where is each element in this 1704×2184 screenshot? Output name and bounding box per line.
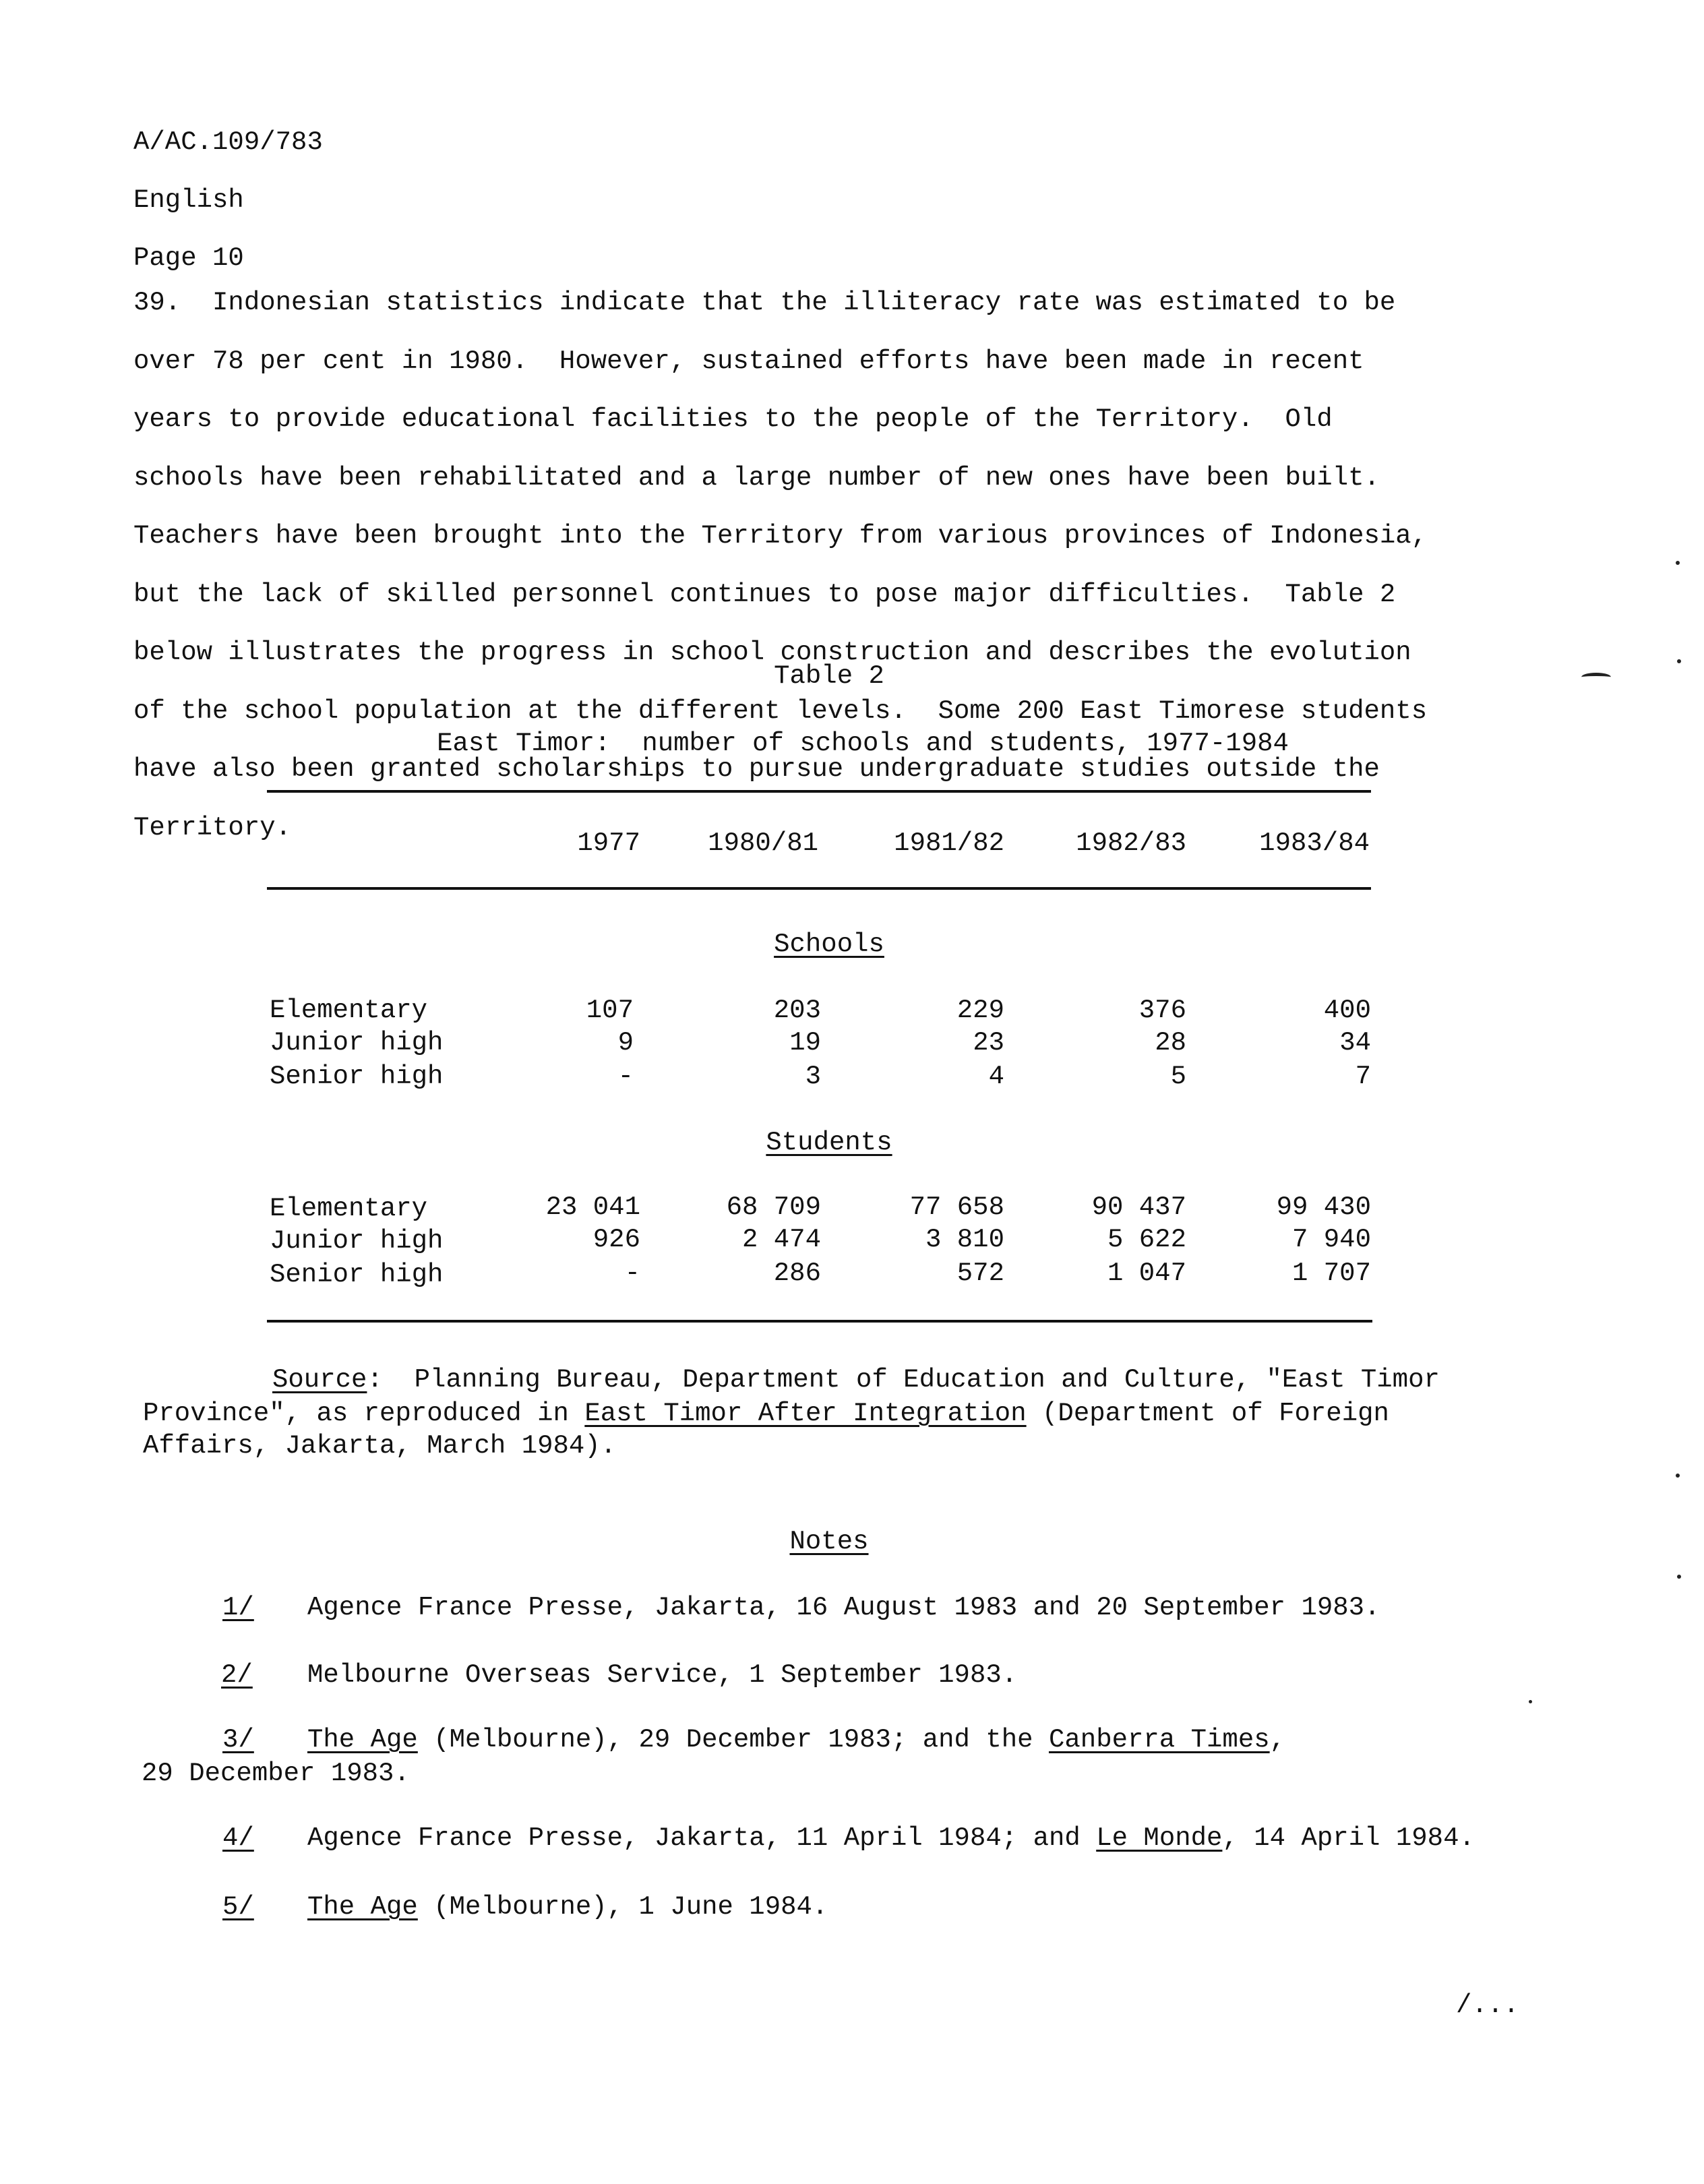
table-cell: 4 bbox=[988, 1062, 1004, 1091]
table-cell: 400 bbox=[1323, 996, 1371, 1025]
table-cell: 19 bbox=[789, 1028, 821, 1058]
table-cell: 107 bbox=[586, 996, 634, 1025]
table-top-rule bbox=[267, 790, 1371, 793]
table-cell: 23 041 bbox=[545, 1192, 640, 1222]
column-header: 1977 bbox=[577, 828, 640, 858]
source-text: : Planning Bureau, Department of Education and Culture, "East Timor bbox=[367, 1365, 1440, 1395]
paragraph-line: schools have been rehabilitated and a large number of new ones have been built. bbox=[133, 462, 1380, 493]
column-header: 1983/84 bbox=[1259, 828, 1370, 858]
table-cell: 376 bbox=[1138, 996, 1186, 1025]
table-cell: 23 bbox=[973, 1028, 1004, 1058]
publication-title: Canberra Times bbox=[1048, 1725, 1270, 1755]
section-heading-students: Students bbox=[766, 1128, 892, 1157]
table-title: East Timor: number of schools and students, 1977-1984 bbox=[437, 729, 1289, 758]
note-marker: 5/ bbox=[222, 1892, 254, 1922]
source-text: (Department of Foreign bbox=[1026, 1399, 1389, 1428]
table-header-rule bbox=[267, 887, 1371, 890]
table-cell: 286 bbox=[773, 1258, 821, 1288]
table-cell: 7 bbox=[1355, 1062, 1371, 1091]
paragraph-line: Teachers have been brought into the Territory from various provinces of Indonesia, bbox=[133, 521, 1428, 551]
note-marker: 4/ bbox=[222, 1823, 254, 1853]
note-text bbox=[307, 1591, 1380, 1625]
row-label: Junior high bbox=[270, 1226, 444, 1256]
note-text-part: (Melbourne), 29 December 1983; and the bbox=[417, 1725, 1049, 1755]
table-cell: 2 474 bbox=[741, 1225, 821, 1254]
note-text bbox=[307, 1890, 828, 1924]
note-text-part: Agence France Presse, Jakarta, 11 April 1984; and bbox=[307, 1823, 1097, 1853]
source-line-2 bbox=[143, 1397, 1389, 1431]
note-text-part: Agence France Presse, Jakarta, 16 August 1983 and 20 September 1983. bbox=[307, 1593, 1380, 1622]
scan-speck bbox=[1529, 1700, 1532, 1703]
table-cell: 9 bbox=[617, 1028, 634, 1058]
publication-title: The Age bbox=[307, 1725, 418, 1755]
paragraph-line: over 78 per cent in 1980. However, sustained efforts have been made in recent bbox=[133, 346, 1364, 376]
row-label: Elementary bbox=[270, 1194, 428, 1223]
scan-speck bbox=[1676, 561, 1680, 565]
paragraph-line: below illustrates the progress in school construction and describes the evolution bbox=[133, 638, 1411, 667]
table-cell: 572 bbox=[956, 1258, 1004, 1288]
publication-title: The Age bbox=[307, 1892, 418, 1922]
row-label: Elementary bbox=[270, 996, 428, 1025]
table-cell: 1 707 bbox=[1291, 1258, 1371, 1288]
note-text bbox=[307, 1723, 1285, 1757]
table-cell: 203 bbox=[773, 996, 821, 1025]
source-label: Source bbox=[272, 1365, 367, 1395]
note-continuation: 29 December 1983. bbox=[142, 1759, 410, 1788]
paragraph-line: but the lack of skilled personnel continues to pose major difficulties. Table 2 bbox=[133, 579, 1396, 609]
source-text: Province", as reproduced in bbox=[143, 1399, 585, 1428]
paragraph-line: of the school population at the different levels. Some 200 East Timorese students bbox=[133, 696, 1428, 726]
row-label: Senior high bbox=[270, 1260, 444, 1290]
table-cell: 77 658 bbox=[909, 1192, 1004, 1222]
table-cell: 99 430 bbox=[1276, 1192, 1371, 1222]
column-header: 1980/81 bbox=[708, 828, 818, 858]
paragraph-line: 39. Indonesian statistics indicate that the illiteracy rate was estimated to be bbox=[133, 288, 1396, 317]
row-label: Senior high bbox=[270, 1062, 444, 1091]
table-cell: 229 bbox=[956, 996, 1004, 1025]
section-heading-schools: Schools bbox=[774, 930, 884, 959]
column-header: 1982/83 bbox=[1076, 828, 1186, 858]
table-cell: 90 437 bbox=[1091, 1192, 1186, 1222]
table-cell: 3 810 bbox=[925, 1225, 1004, 1254]
table-bottom-rule bbox=[267, 1320, 1372, 1323]
table-cell: - bbox=[624, 1258, 640, 1288]
note-marker: 2/ bbox=[221, 1660, 253, 1690]
page-number: Page 10 bbox=[133, 243, 244, 273]
column-header: 1981/82 bbox=[894, 828, 1004, 858]
source-line-1 bbox=[272, 1363, 1440, 1397]
table-cell: 68 709 bbox=[726, 1192, 821, 1222]
note-marker: 3/ bbox=[222, 1725, 254, 1755]
paragraph-line: Territory. bbox=[133, 812, 292, 843]
note-text bbox=[307, 1821, 1475, 1856]
document-symbol: A/AC.109/783 bbox=[133, 127, 323, 157]
table-cell: 3 bbox=[805, 1062, 821, 1091]
table-cell: 926 bbox=[592, 1225, 640, 1254]
notes-heading: Notes bbox=[789, 1527, 869, 1556]
table-cell: 34 bbox=[1339, 1028, 1371, 1058]
table-cell: 7 940 bbox=[1291, 1225, 1371, 1254]
table-cell: 5 622 bbox=[1107, 1225, 1186, 1254]
note-text-part: , bbox=[1269, 1725, 1286, 1755]
table-cell: 28 bbox=[1155, 1028, 1186, 1058]
scan-speck bbox=[1677, 659, 1681, 663]
table-cell: - bbox=[617, 1062, 634, 1091]
note-text bbox=[307, 1658, 1017, 1693]
publication-title: East Timor After Integration bbox=[584, 1399, 1027, 1428]
document-language: English bbox=[133, 185, 244, 215]
paragraph-line: have also been granted scholarships to pursue undergraduate studies outside the bbox=[133, 754, 1380, 784]
scan-speck bbox=[1676, 1474, 1680, 1478]
continuation-mark: /... bbox=[1456, 1991, 1519, 2020]
table-cell: 5 bbox=[1170, 1062, 1186, 1091]
table-cell: 1 047 bbox=[1107, 1258, 1186, 1288]
table-label: Table 2 bbox=[774, 661, 884, 691]
publication-title: Le Monde bbox=[1096, 1823, 1223, 1853]
scan-mark bbox=[1581, 673, 1611, 681]
row-label: Junior high bbox=[270, 1028, 444, 1058]
note-text-part: , 14 April 1984. bbox=[1222, 1823, 1475, 1853]
note-text-part: (Melbourne), 1 June 1984. bbox=[417, 1892, 828, 1922]
paragraph-line: years to provide educational facilities to the people of the Territory. Old bbox=[133, 404, 1333, 434]
scan-speck bbox=[1677, 1575, 1681, 1579]
note-text-part: Melbourne Overseas Service, 1 September 1983. bbox=[307, 1660, 1018, 1690]
paragraph-39 bbox=[133, 262, 1569, 869]
note-marker: 1/ bbox=[222, 1593, 254, 1622]
source-line-3: Affairs, Jakarta, March 1984). bbox=[143, 1431, 617, 1461]
